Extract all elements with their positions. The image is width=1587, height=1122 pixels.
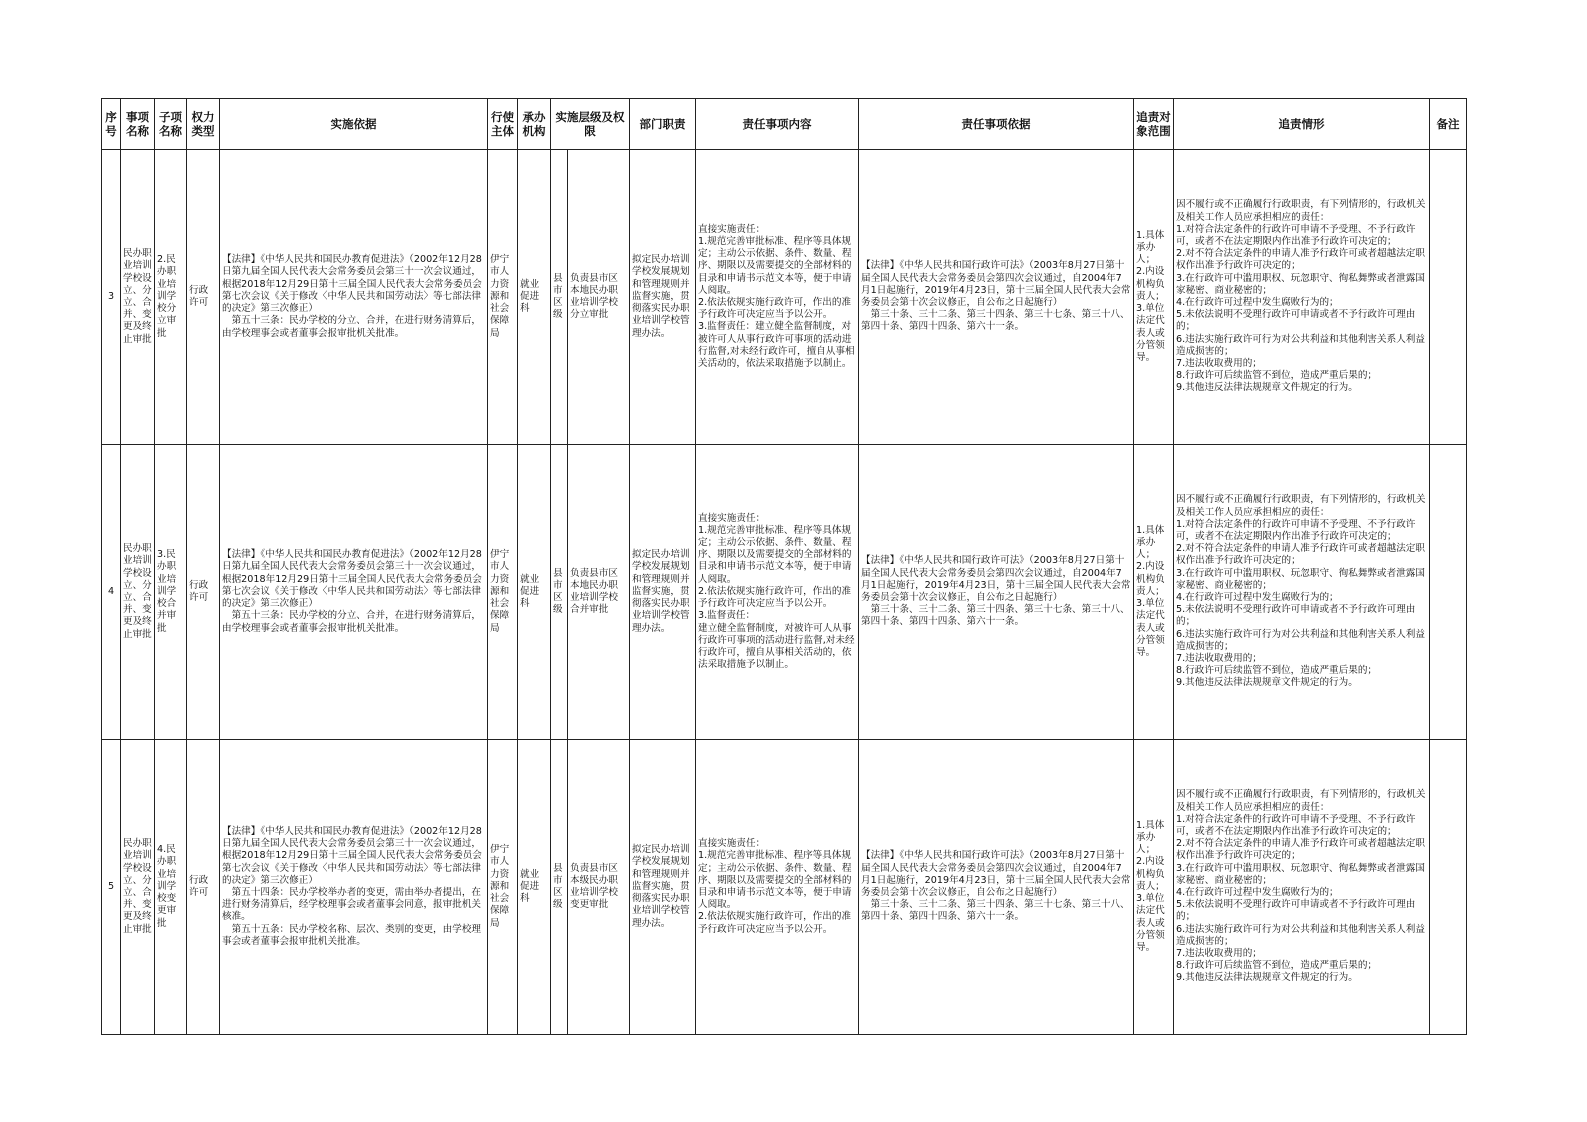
row-basis: 【法律】《中华人民共和国民办教育促进法》（2002年12月28日第九届全国人民代表大会常务委员会第三十一次会议通过，根据2018年12月29日第十三届全国人民代表大会常务委员会第七次会议《关于修改〈中华人民共和国劳动法〉等七部法律的决定》第三次修正） 第五十四条：民办学校举办者的变更，需由举办者提出，在进行财务清算后，经学校理事会或者董事会同意，报审批机关核准。 第五十五条：民办学校名称、层次、类别的变更，由学校理事会或者董事会报审批机关批准。 (220, 740, 488, 1035)
row-content: 直接实施责任： 1.规范完善审批标准、程序等具体规定；主动公示依据、条件、数量、程序、期限以及需要提交的全部材料的目录和申请书示范文本等，便于申请人阅取。 2.依法依规实施行政许可，作出的准予行政许可决定应当予以公开。 3.监督责任： 建立健全监督制度，对被许可人从事行政许可事项的活动进行监督,对未经行政许可，擅自从事相关活动的，依法采取措施予以制止。 (696, 445, 859, 740)
table-row (102, 740, 1467, 1035)
row-remark (1430, 150, 1467, 445)
row-level-desc: 负责县市区本地民办职业培训学校分立审批 (568, 150, 630, 445)
header-level: 实施层级及权限 (551, 99, 630, 150)
row-content-basis: 【法律】《中华人民共和国行政许可法》（2003年8月27日第十届全国人民代表大会常务委员会第四次会议通过，自2004年7月1日起施行，2019年4月23日，第十三届全国人民代表大会常务委员会第十次会议修正，自公布之日起施行） 第三十条、三十二条、第三十四条、第三十七条、第三十八、第四十条、第四十四条、第六十一条。 (859, 740, 1134, 1035)
row-subject: 伊宁市人力资源和社会保障局 (488, 740, 518, 1035)
header-no: 序号 (102, 99, 121, 150)
row-sub: 2.民办职业培训学校分立审批 (155, 150, 187, 445)
header-sub: 子项名称 (155, 99, 187, 150)
row-situation: 因不履行或不正确履行行政职责，有下列情形的，行政机关及相关工作人员应承担相应的责任： 1.对符合法定条件的行政许可申请不予受理、不予行政许可，或者不在法定期限内作出准予行政许可决定的； 2.对不符合法定条件的申请人准予行政许可或者超越法定职权作出准予行政许可决定的； 3.在行政许可中滥用职权、玩忽职守、徇私舞弊或者泄露国家秘密、商业秘密的； 4.在行政许可过程中发生腐败行为的； 5.未依法说明不受理行政许可申请或者不予行政许可理由的； 6.违法实施行政许可行为对公共利益和其他利害关系人利益造成损害的； 7.违法收取费用的； 8.行政许可后续监管不到位，造成严重后果的； 9.其他违反法律法规规章文件规定的行为。 (1174, 445, 1430, 740)
row-basis: 【法律】《中华人民共和国民办教育促进法》（2002年12月28日第九届全国人民代表大会常务委员会第三十一次会议通过，根据2018年12月29日第十三届全国人民代表大会常务委员会第七次会议《关于修改〈中华人民共和国劳动法〉等七部法律的决定》第三次修正） 第五十三条：民办学校的分立、合并，在进行财务清算后，由学校理事会或者董事会报审批机关批准。 (220, 445, 488, 740)
row-level-desc: 负责县市区本地民办职业培训学校合并审批 (568, 445, 630, 740)
table-row (102, 150, 1467, 445)
header-basis: 实施依据 (220, 99, 488, 150)
row-content-basis: 【法律】《中华人民共和国行政许可法》（2003年8月27日第十届全国人民代表大会常务委员会第四次会议通过，自2004年7月1日起施行，2019年4月23日，第十三届全国人民代表大会常务委员会第十次会议修正，自公布之日起施行） 第三十条、三十二条、第三十四条、第三十七条、第三十八、第四十条、第四十四条、第六十一条。 (859, 150, 1134, 445)
responsibility-table (101, 98, 1467, 1035)
header-scope: 追责对象范围 (1134, 99, 1174, 150)
row-no: 4 (102, 445, 121, 740)
row-duty: 拟定民办培训学校发展规划和管理规则并监督实施，贯彻落实民办职业培训学校管理办法。 (630, 740, 696, 1035)
row-sub: 4.民办职业培训学校变更审批 (155, 740, 187, 1035)
row-no: 5 (102, 740, 121, 1035)
row-duty: 拟定民办培训学校发展规划和管理规则并监督实施，贯彻落实民办职业培训学校管理办法。 (630, 445, 696, 740)
row-scope: 1.具体承办人； 2.内设机构负责人； 3.单位法定代表人或分管领导。 (1134, 150, 1174, 445)
row-level: 县市区级 (551, 150, 568, 445)
row-sub: 3.民办职业培训学校合并审批 (155, 445, 187, 740)
row-remark (1430, 740, 1467, 1035)
row-type: 行政许可 (187, 740, 220, 1035)
table-row (102, 445, 1467, 740)
row-type: 行政许可 (187, 445, 220, 740)
header-item: 事项名称 (121, 99, 155, 150)
row-level-desc: 负责县市区本级民办职业培训学校变更审批 (568, 740, 630, 1035)
row-scope: 1.具体承办人； 2.内设机构负责人； 3.单位法定代表人或分管领导。 (1134, 445, 1174, 740)
row-organ: 就业促进科 (518, 740, 551, 1035)
row-basis: 【法律】《中华人民共和国民办教育促进法》（2002年12月28日第九届全国人民代表大会常务委员会第三十一次会议通过，根据2018年12月29日第十三届全国人民代表大会常务委员会第七次会议《关于修改〈中华人民共和国劳动法〉等七部法律的决定》第三次修正） 第五十三条：民办学校的分立、合并，在进行财务清算后，由学校理事会或者董事会报审批机关批准。 (220, 150, 488, 445)
row-organ: 就业促进科 (518, 445, 551, 740)
header-situation: 追责情形 (1174, 99, 1430, 150)
header-row (102, 99, 1467, 150)
row-subject: 伊宁市人力资源和社会保障局 (488, 445, 518, 740)
row-organ: 就业促进科 (518, 150, 551, 445)
row-item: 民办职业培训学校设立、分立、合并、变更及终止审批 (121, 445, 155, 740)
header-remark: 备注 (1430, 99, 1467, 150)
row-level: 县市区级 (551, 445, 568, 740)
row-situation: 因不履行或不正确履行行政职责，有下列情形的，行政机关及相关工作人员应承担相应的责任： 1.对符合法定条件的行政许可申请不予受理、不予行政许可，或者不在法定期限内作出准予行政许可决定的； 2.对不符合法定条件的申请人准予行政许可或者超越法定职权作出准予行政许可决定的； 3.在行政许可中滥用职权、玩忽职守、徇私舞弊或者泄露国家秘密、商业秘密的； 4.在行政许可过程中发生腐败行为的； 5.未依法说明不受理行政许可申请或者不予行政许可理由的； 6.违法实施行政许可行为对公共利益和其他利害关系人利益造成损害的； 7.违法收取费用的； 8.行政许可后续监管不到位，造成严重后果的； 9.其他违反法律法规规章文件规定的行为。 (1174, 740, 1430, 1035)
row-remark (1430, 445, 1467, 740)
row-scope: 1.具体承办人； 2.内设机构负责人； 3.单位法定代表人或分管领导。 (1134, 740, 1174, 1035)
row-item: 民办职业培训学校设立、分立、合并、变更及终止审批 (121, 740, 155, 1035)
row-situation: 因不履行或不正确履行行政职责，有下列情形的，行政机关及相关工作人员应承担相应的责任： 1.对符合法定条件的行政许可申请不予受理、不予行政许可，或者不在法定期限内作出准予行政许可决定的； 2.对不符合法定条件的申请人准予行政许可或者超越法定职权作出准予行政许可决定的； 3.在行政许可中滥用职权、玩忽职守、徇私舞弊或者泄露国家秘密、商业秘密的； 4.在行政许可过程中发生腐败行为的； 5.未依法说明不受理行政许可申请或者不予行政许可理由的； 6.违法实施行政许可行为对公共利益和其他利害关系人利益造成损害的； 7.违法收取费用的； 8.行政许可后续监管不到位，造成严重后果的； 9.其他违反法律法规规章文件规定的行为。 (1174, 150, 1430, 445)
row-no: 3 (102, 150, 121, 445)
row-content: 直接实施责任： 1.规范完善审批标准、程序等具体规定；主动公示依据、条件、数量、程序、期限以及需要提交的全部材料的目录和申请书示范文本等，便于申请人阅取。 2.依法依规实施行政许可，作出的准予行政许可决定应当予以公开。 3.监督责任：建立健全监督制度，对被许可人从事行政许可事项的活动进行监督,对未经行政许可，擅自从事相关活动的，依法采取措施予以制止。 (696, 150, 859, 445)
header-content: 责任事项内容 (696, 99, 859, 150)
row-content-basis: 【法律】《中华人民共和国行政许可法》（2003年8月27日第十届全国人民代表大会常务委员会第四次会议通过，自2004年7月1日起施行，2019年4月23日，第十三届全国人民代表大会常务委员会第十次会议修正，自公布之日起施行） 第三十条、三十二条、第三十四条、第三十七条、第三十八、第四十条、第四十四条、第六十一条。 (859, 445, 1134, 740)
header-content-basis: 责任事项依据 (859, 99, 1134, 150)
row-content: 直接实施责任： 1.规范完善审批标准、程序等具体规定；主动公示依据、条件、数量、程序、期限以及需要提交的全部材料的目录和申请书示范文本等，便于申请人阅取。 2.依法依规实施行政许可，作出的准予行政许可决定应当予以公开。 (696, 740, 859, 1035)
header-subject: 行使主体 (488, 99, 518, 150)
row-subject: 伊宁市人力资源和社会保障局 (488, 150, 518, 445)
header-organ: 承办机构 (518, 99, 551, 150)
row-duty: 拟定民办培训学校发展规划和管理规则并监督实施，贯彻落实民办职业培训学校管理办法。 (630, 150, 696, 445)
row-level: 县市区级 (551, 740, 568, 1035)
header-duty: 部门职责 (630, 99, 696, 150)
row-type: 行政许可 (187, 150, 220, 445)
header-type: 权力类型 (187, 99, 220, 150)
row-item: 民办职业培训学校设立、分立、合并、变更及终止审批 (121, 150, 155, 445)
